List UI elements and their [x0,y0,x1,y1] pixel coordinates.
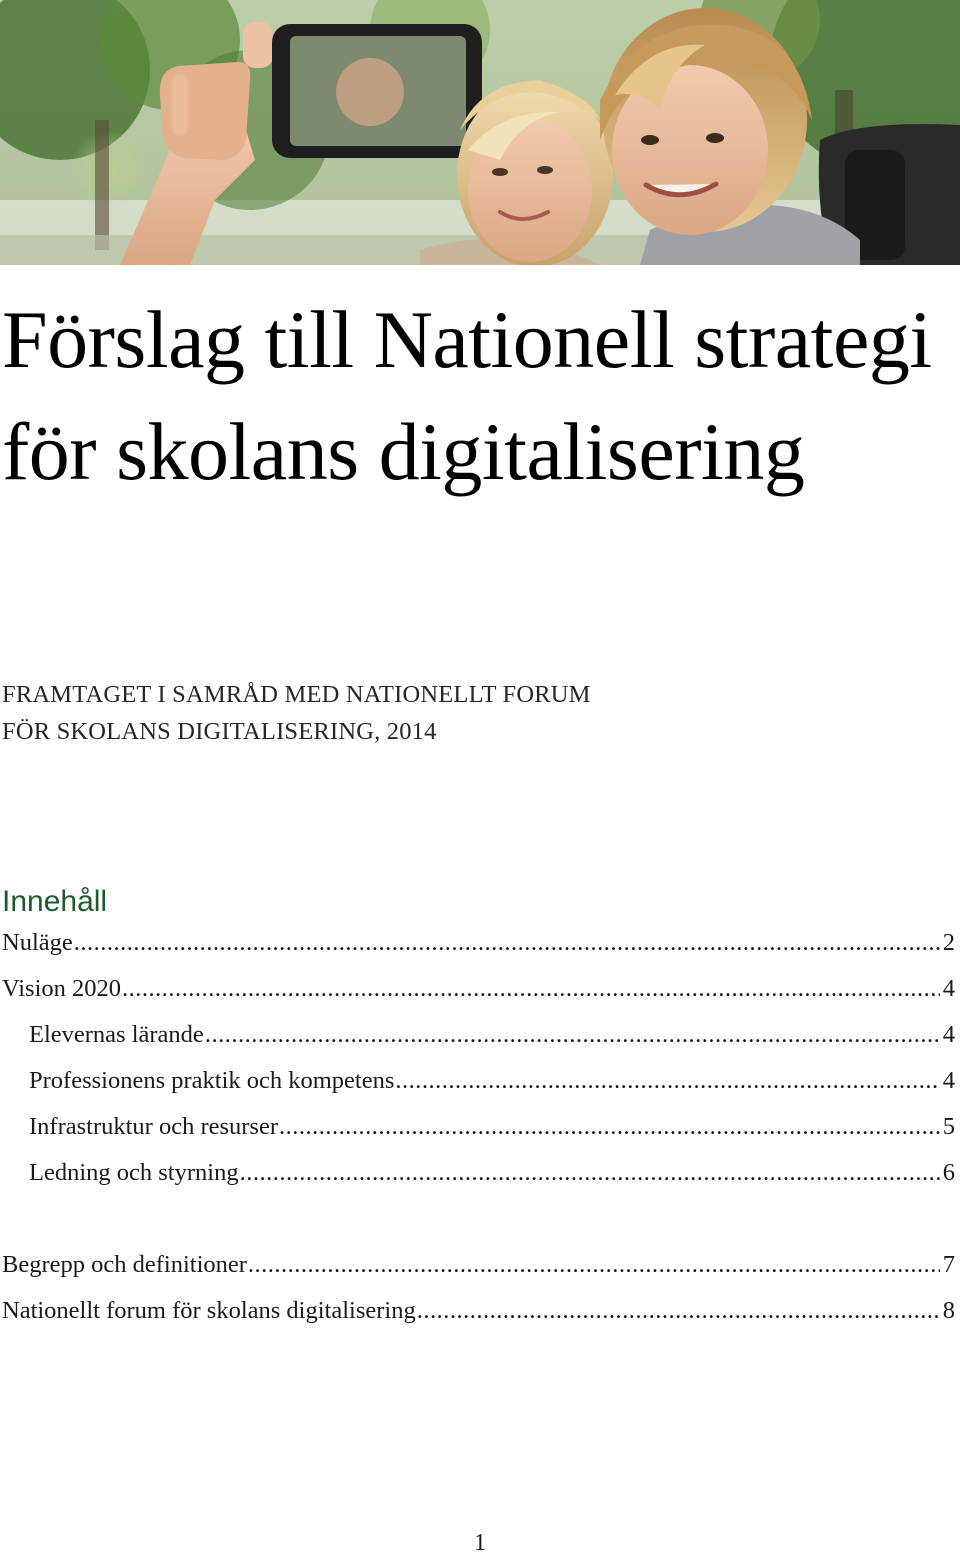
subtitle-line-2: FÖR SKOLANS DIGITALISERING, 2014 [2,718,437,745]
toc-dot-leader [279,1104,940,1150]
toc-entry-page: 7 [942,1251,955,1278]
document-title [2,284,958,508]
toc-entry-page: 4 [942,1021,955,1048]
toc-entry-elevernas-larande[interactable] [29,1012,955,1058]
toc-entry-vision-2020[interactable] [2,966,955,1012]
toc-dot-leader [248,1242,940,1288]
toc-dot-leader [205,1012,940,1058]
toc-entry-label: Nuläge [2,929,73,956]
toc-entry-infrastruktur[interactable] [29,1104,955,1150]
toc-entry-nulage[interactable] [2,920,955,966]
toc-entry-label: Vision 2020 [2,975,121,1002]
toc-entry-label: Professionens praktik och kompetens [29,1067,395,1094]
toc-entry-page: 6 [942,1159,955,1186]
toc-entry-page: 4 [942,975,955,1002]
toc-entry-label: Elevernas lärande [29,1021,204,1048]
toc-entry-ledning-och-styrning[interactable] [29,1150,955,1196]
toc-entry-page: 5 [942,1113,955,1140]
toc-dot-leader [240,1150,940,1196]
toc-dot-leader [395,1058,939,1104]
toc-dot-leader [74,920,940,966]
toc-dot-leader [417,1288,940,1334]
toc-entry-nationellt-forum[interactable] [2,1288,955,1334]
cover-photo [0,0,960,265]
toc-entry-label: Begrepp och definitioner [2,1251,247,1278]
title-line-1: Förslag till Nationell strategi [2,294,932,385]
page-number: 1 [474,1530,486,1556]
title-line-2: för skolans digitalisering [2,406,805,497]
toc-heading: Innehåll [2,885,108,918]
toc-entry-professionens-praktik[interactable] [29,1058,955,1104]
toc-entry-label: Nationellt forum för skolans digitalisering [2,1297,416,1324]
photo-selfie-icon [0,0,960,265]
toc-entry-page: 2 [942,929,955,956]
toc-entry-label: Ledning och styrning [29,1159,239,1186]
toc-entry-page: 8 [942,1297,955,1324]
subtitle-line-1: FRAMTAGET I SAMRÅD MED NATIONELLT FORUM [2,681,591,708]
document-subtitle [2,676,902,750]
toc-entry-begrepp[interactable] [2,1242,955,1288]
toc-dot-leader [122,966,940,1012]
toc-entry-label: Infrastruktur och resurser [29,1113,278,1140]
toc-entry-page: 4 [942,1067,955,1094]
